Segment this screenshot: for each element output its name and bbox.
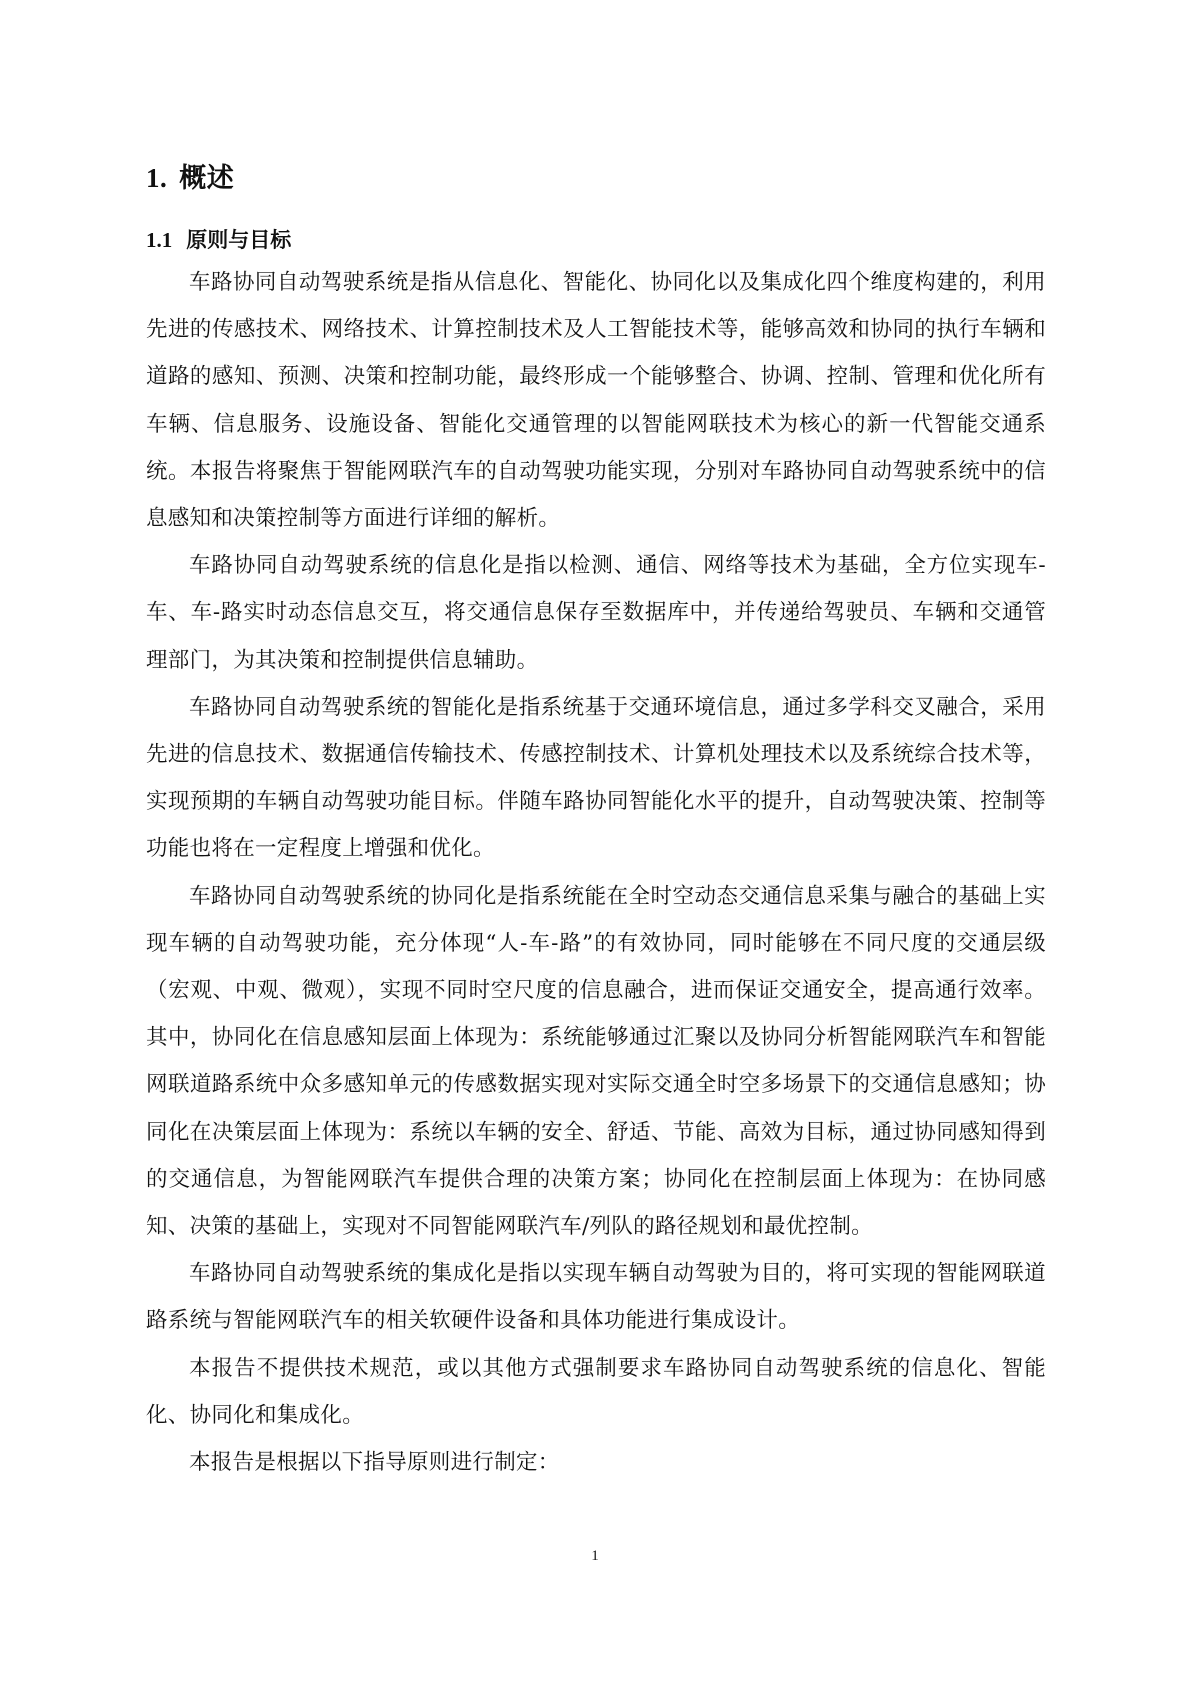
- paragraph-2: 车路协同自动驾驶系统的信息化是指以检测、通信、网络等技术为基础，全方位实现车-车、车-路实时动态信息交互，将交通信息保存至数据库中，并传递给驾驶员、车辆和交通管理部门，为其决策和控制提供信息辅助。: [146, 553, 1046, 673]
- page-number: 1: [591, 1548, 599, 1564]
- subsection-title: 原则与目标: [186, 228, 292, 252]
- section-number: 1.: [146, 163, 168, 193]
- paragraph-1: 车路协同自动驾驶系统是指从信息化、智能化、协同化以及集成化四个维度构建的，利用先进的传感技术、网络技术、计算控制技术及人工智能技术等，能够高效和协同的执行车辆和道路的感知、预测、决策和控制功能，最终形成一个能够整合、协调、控制、管理和优化所有车辆、信息服务、设施设备、智能化交通管理的以智能网联技术为核心的新一代智能交通系统。本报告将聚焦于智能网联汽车的自动驾驶功能实现，分别对车路协同自动驾驶系统中的信息感知和决策控制等方面进行详细的解析。: [146, 270, 1046, 532]
- page-content: [146, 160, 1046, 1486]
- section-heading: [146, 160, 1046, 197]
- section-title: 概述: [179, 163, 235, 194]
- paragraph-3: 车路协同自动驾驶系统的智能化是指系统基于交通环境信息，通过多学科交叉融合，采用先进的信息技术、数据通信传输技术、传感控制技术、计算机处理技术以及系统综合技术等，实现预期的车辆自动驾驶功能目标。伴随车路协同智能化水平的提升，自动驾驶决策、控制等功能也将在一定程度上增强和优化。: [146, 694, 1046, 862]
- paragraph-4: 车路协同自动驾驶系统的协同化是指系统能在全时空动态交通信息采集与融合的基础上实现车辆的自动驾驶功能，充分体现“人-车-路”的有效协同，同时能够在不同尺度的交通层级（宏观、中观、微观），实现不同时空尺度的信息融合，进而保证交通安全，提高通行效率。其中，协同化在信息感知层面上体现为：系统能够通过汇聚以及协同分析智能网联汽车和智能网联道路系统中众多感知单元的传感数据实现对实际交通全时空多场景下的交通信息感知；协同化在决策层面上体现为：系统以车辆的安全、舒适、节能、高效为目标，通过协同感知得到的交通信息，为智能网联汽车提供合理的决策方案；协同化在控制层面上体现为：在协同感知、决策的基础上，实现对不同智能网联汽车/列队的路径规划和最优控制。: [146, 883, 1046, 1240]
- subsection-number: 1.1: [146, 228, 173, 252]
- paragraph-6: 本报告不提供技术规范，或以其他方式强制要求车路协同自动驾驶系统的信息化、智能化、协同化和集成化。: [146, 1355, 1046, 1428]
- subsection-heading: [146, 225, 1046, 255]
- paragraph-7: 本报告是根据以下指导原则进行制定：: [189, 1450, 560, 1476]
- paragraph-5: 车路协同自动驾驶系统的集成化是指以实现车辆自动驾驶为目的，将可实现的智能网联道路系统与智能网联汽车的相关软硬件设备和具体功能进行集成设计。: [146, 1261, 1046, 1334]
